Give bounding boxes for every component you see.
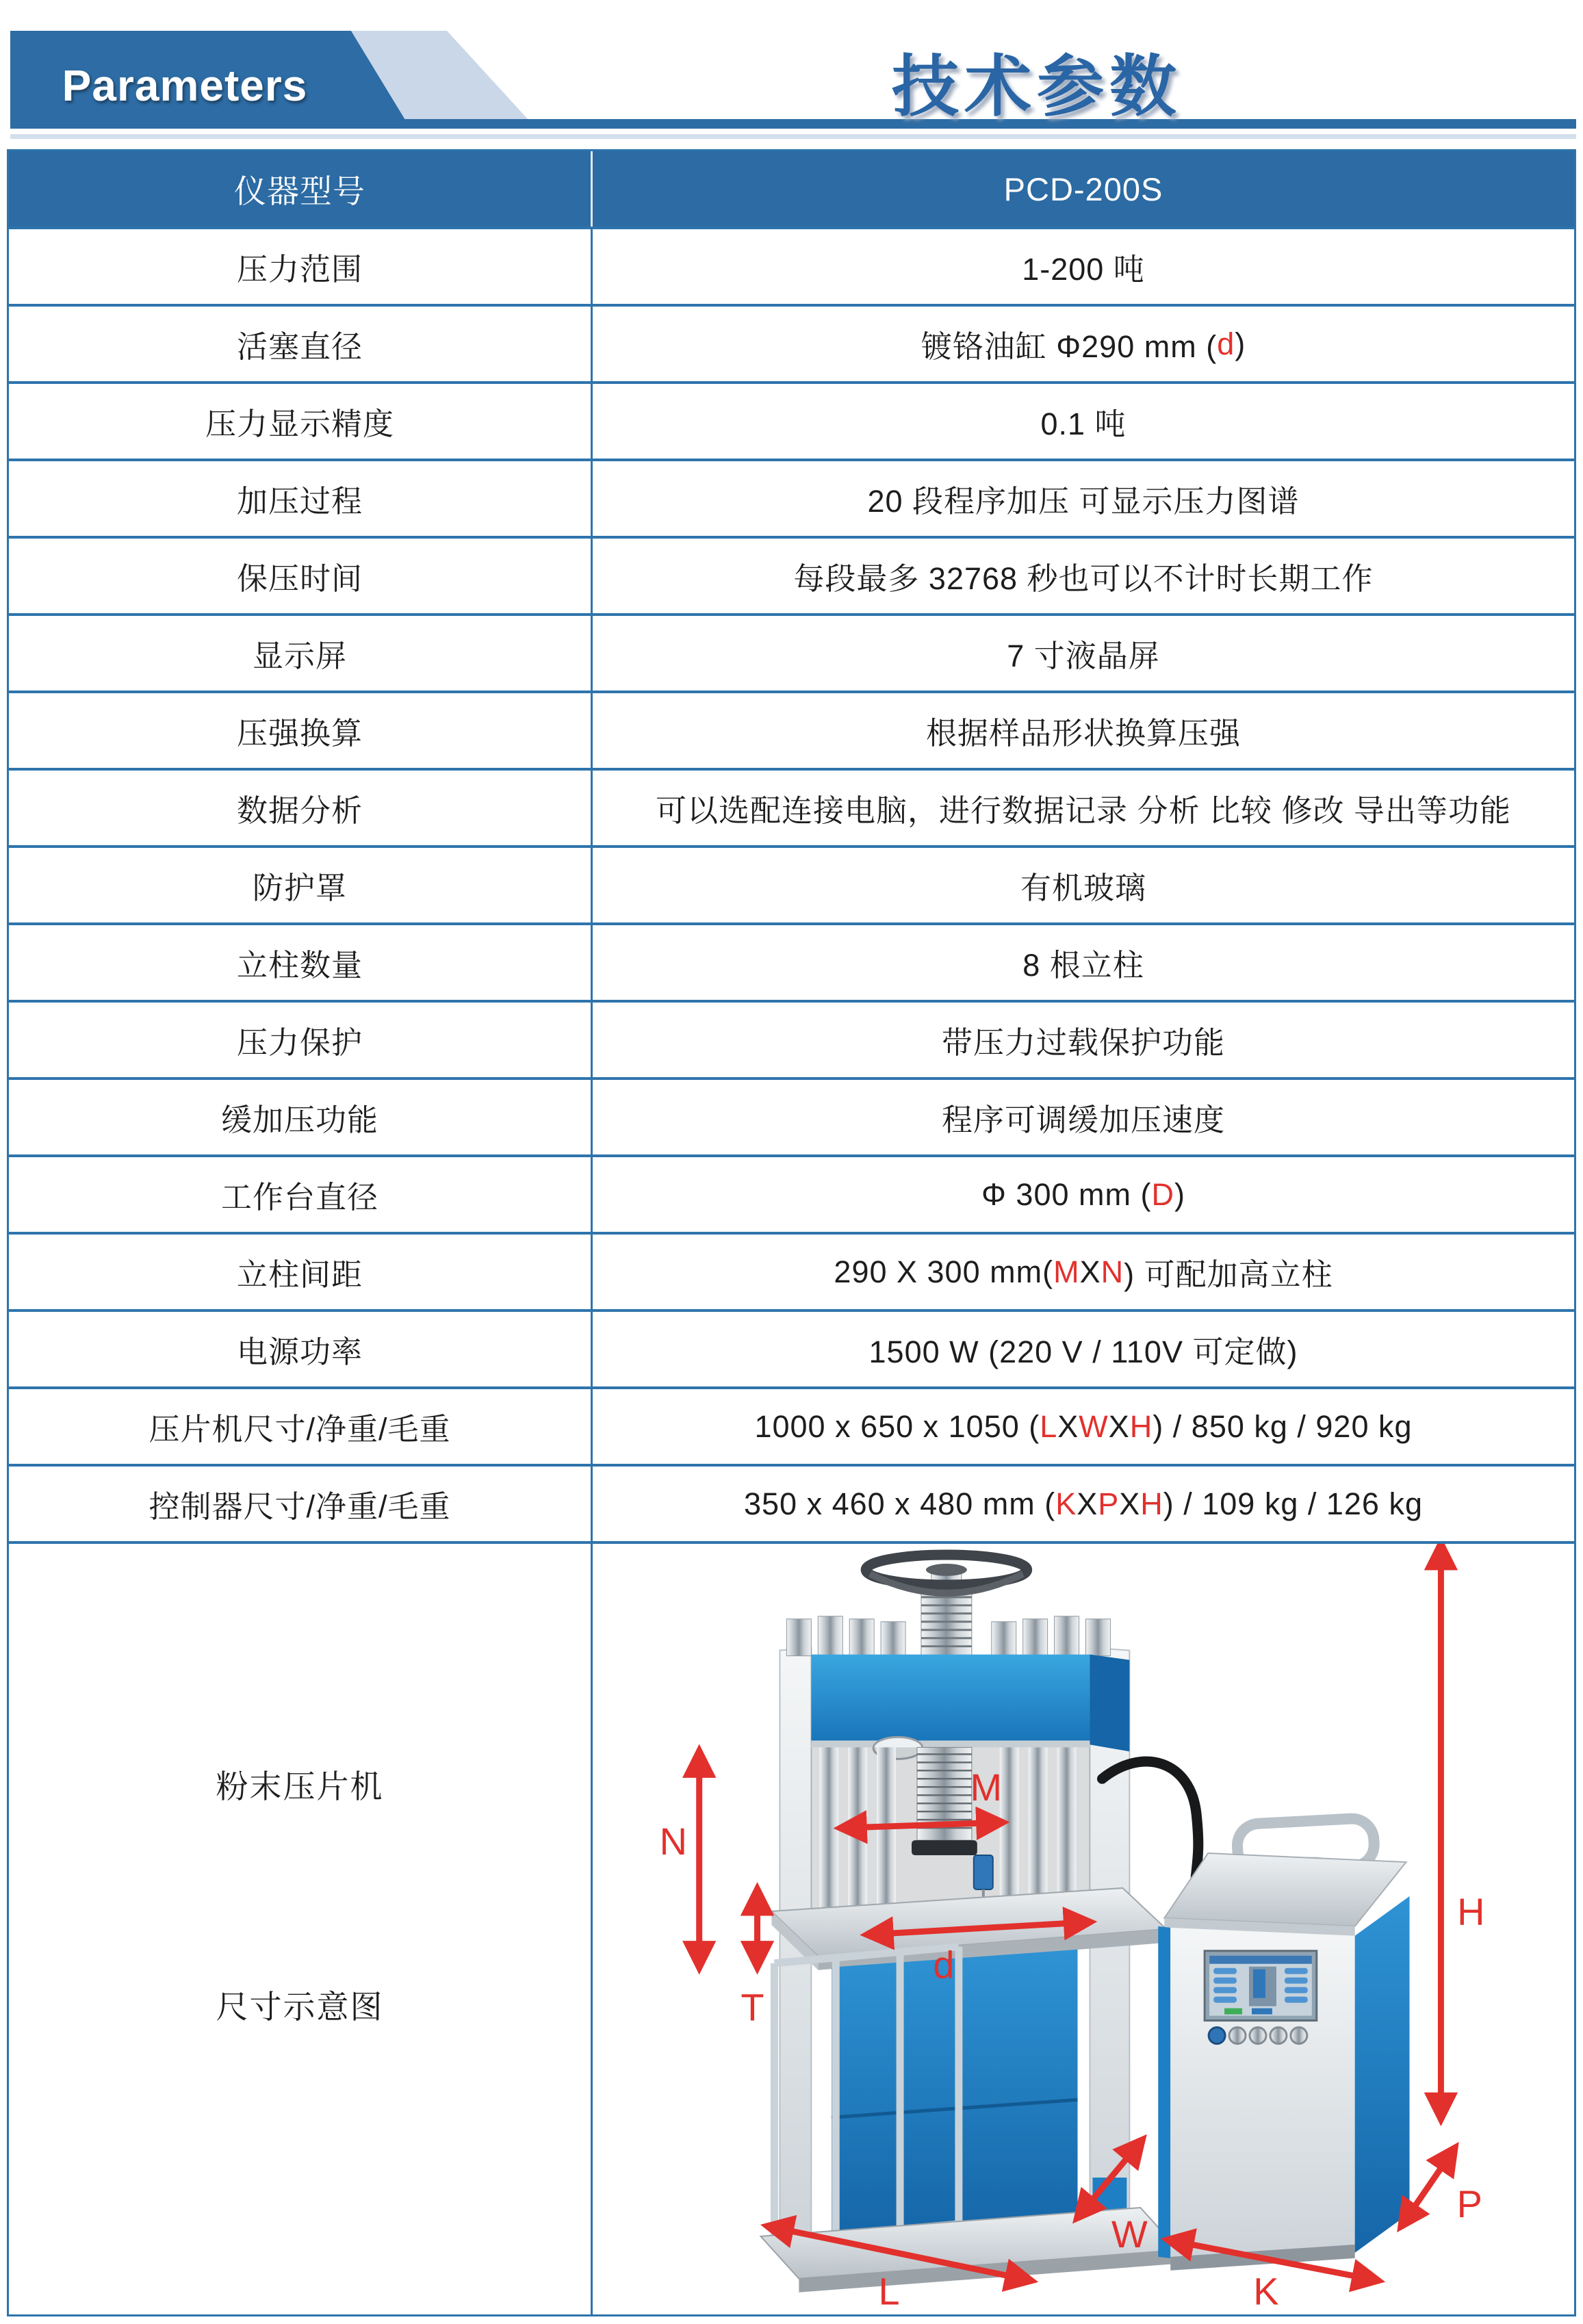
row-label: 数据分析 xyxy=(9,771,593,845)
table-header-row xyxy=(9,151,1574,227)
table-row xyxy=(9,922,1574,1000)
diagram-caption xyxy=(9,1544,593,2316)
row-label: 压强换算 xyxy=(9,693,593,768)
row-value: Φ 300 mm ( D ) xyxy=(981,1176,1185,1212)
table-row xyxy=(9,1464,1574,1541)
table-row xyxy=(9,690,1574,768)
row-label: 保压时间 xyxy=(9,539,593,613)
dim-label-h: H xyxy=(1457,1889,1485,1933)
dim-label-n: N xyxy=(659,1820,687,1863)
table-row xyxy=(9,1232,1574,1309)
dim-label-t: T xyxy=(741,1985,764,2029)
controller-illustration xyxy=(1158,1818,1409,2271)
header-value: PCD-200S xyxy=(1003,170,1163,207)
dim-label-d: d xyxy=(933,1943,955,1987)
table-row xyxy=(9,227,1574,304)
table-row xyxy=(9,459,1574,536)
table-row xyxy=(9,845,1574,922)
dimension-diagram xyxy=(593,1544,1574,2316)
row-value: 1000 x 650 x 1050 ( L X W X H ) / 850 kg / 920 kg xyxy=(754,1408,1413,1444)
row-value: 程序可调缓加压速度 xyxy=(941,1102,1225,1137)
table-row xyxy=(9,304,1574,381)
row-label: 缓加压功能 xyxy=(9,1080,593,1154)
parameters-table xyxy=(7,149,1576,2316)
row-label: 控制器尺寸/净重/毛重 xyxy=(9,1467,593,1541)
row-value: 根据样品形状换算压强 xyxy=(925,716,1241,751)
dim-label-m: M xyxy=(970,1766,1003,1809)
row-label: 电源功率 xyxy=(9,1312,593,1386)
diagram-caption-line1: 粉末压片机 xyxy=(216,1768,384,1805)
row-value: 每段最多 32768 秒也可以不计时长期工作 xyxy=(793,561,1374,596)
row-value: 8 根立柱 xyxy=(1022,948,1144,983)
table-row xyxy=(9,1386,1574,1464)
controller-screen xyxy=(1205,1951,1317,2021)
table-row xyxy=(9,381,1574,459)
row-label: 压片机尺寸/净重/毛重 xyxy=(9,1389,593,1464)
row-label: 压力保护 xyxy=(9,1003,593,1077)
row-value: 镀铬油缸 Φ290 mm ( d ) xyxy=(921,326,1246,364)
diagram-figure xyxy=(593,1544,1574,2316)
table-row xyxy=(9,1309,1574,1386)
row-label: 显示屏 xyxy=(9,616,593,690)
row-label: 工作台直径 xyxy=(9,1157,593,1232)
page-title: 技术参数 xyxy=(891,49,1182,124)
dim-label-l: L xyxy=(878,2269,900,2313)
row-value: 7 寸液晶屏 xyxy=(1007,638,1160,673)
controller-knobs xyxy=(1209,2028,1307,2044)
row-label: 压力显示精度 xyxy=(9,384,593,459)
table-row xyxy=(9,536,1574,613)
row-label: 立柱间距 xyxy=(9,1235,593,1309)
table-row xyxy=(9,613,1574,690)
table-row xyxy=(9,1154,1574,1232)
row-label: 压力范围 xyxy=(9,229,593,304)
row-value: 0.1 吨 xyxy=(1040,406,1127,441)
row-value: 有机玻璃 xyxy=(1020,870,1146,905)
row-label: 加压过程 xyxy=(9,461,593,536)
banner-rule xyxy=(10,119,1576,129)
row-value: 1-200 吨 xyxy=(1022,252,1145,287)
row-label: 防护罩 xyxy=(9,848,593,922)
row-value: 350 x 460 x 480 mm ( K X P X H ) / 109 kg / 126 kg xyxy=(743,1486,1423,1521)
table-row xyxy=(9,1077,1574,1154)
table-row xyxy=(9,768,1574,845)
row-value: 290 X 300 mm( M X N ) 可配加高立柱 xyxy=(834,1254,1333,1292)
row-label: 立柱数量 xyxy=(9,925,593,1000)
diagram-caption-line2: 尺寸示意图 xyxy=(216,1989,384,2025)
row-value: 可以选配连接电脑，进行数据记录 分析 比较 修改 导出等功能 xyxy=(655,793,1511,828)
header-label: 仪器型号 xyxy=(9,151,593,227)
row-value: 20 段程序加压 可显示压力图谱 xyxy=(867,484,1300,519)
dim-label-k: K xyxy=(1253,2269,1279,2313)
banner-underline xyxy=(10,134,1576,139)
row-value: 带压力过载保护功能 xyxy=(941,1025,1225,1060)
press-machine-illustration xyxy=(760,1555,1179,2293)
diagram-row xyxy=(9,1541,1574,2316)
dim-label-w: W xyxy=(1111,2212,1148,2256)
row-value: 1500 W (220 V / 110V 可定做) xyxy=(868,1334,1298,1369)
row-label: 活塞直径 xyxy=(9,307,593,381)
banner-label-en: Parameters xyxy=(62,61,308,110)
table-row xyxy=(9,1000,1574,1077)
dim-label-p: P xyxy=(1456,2182,1482,2225)
